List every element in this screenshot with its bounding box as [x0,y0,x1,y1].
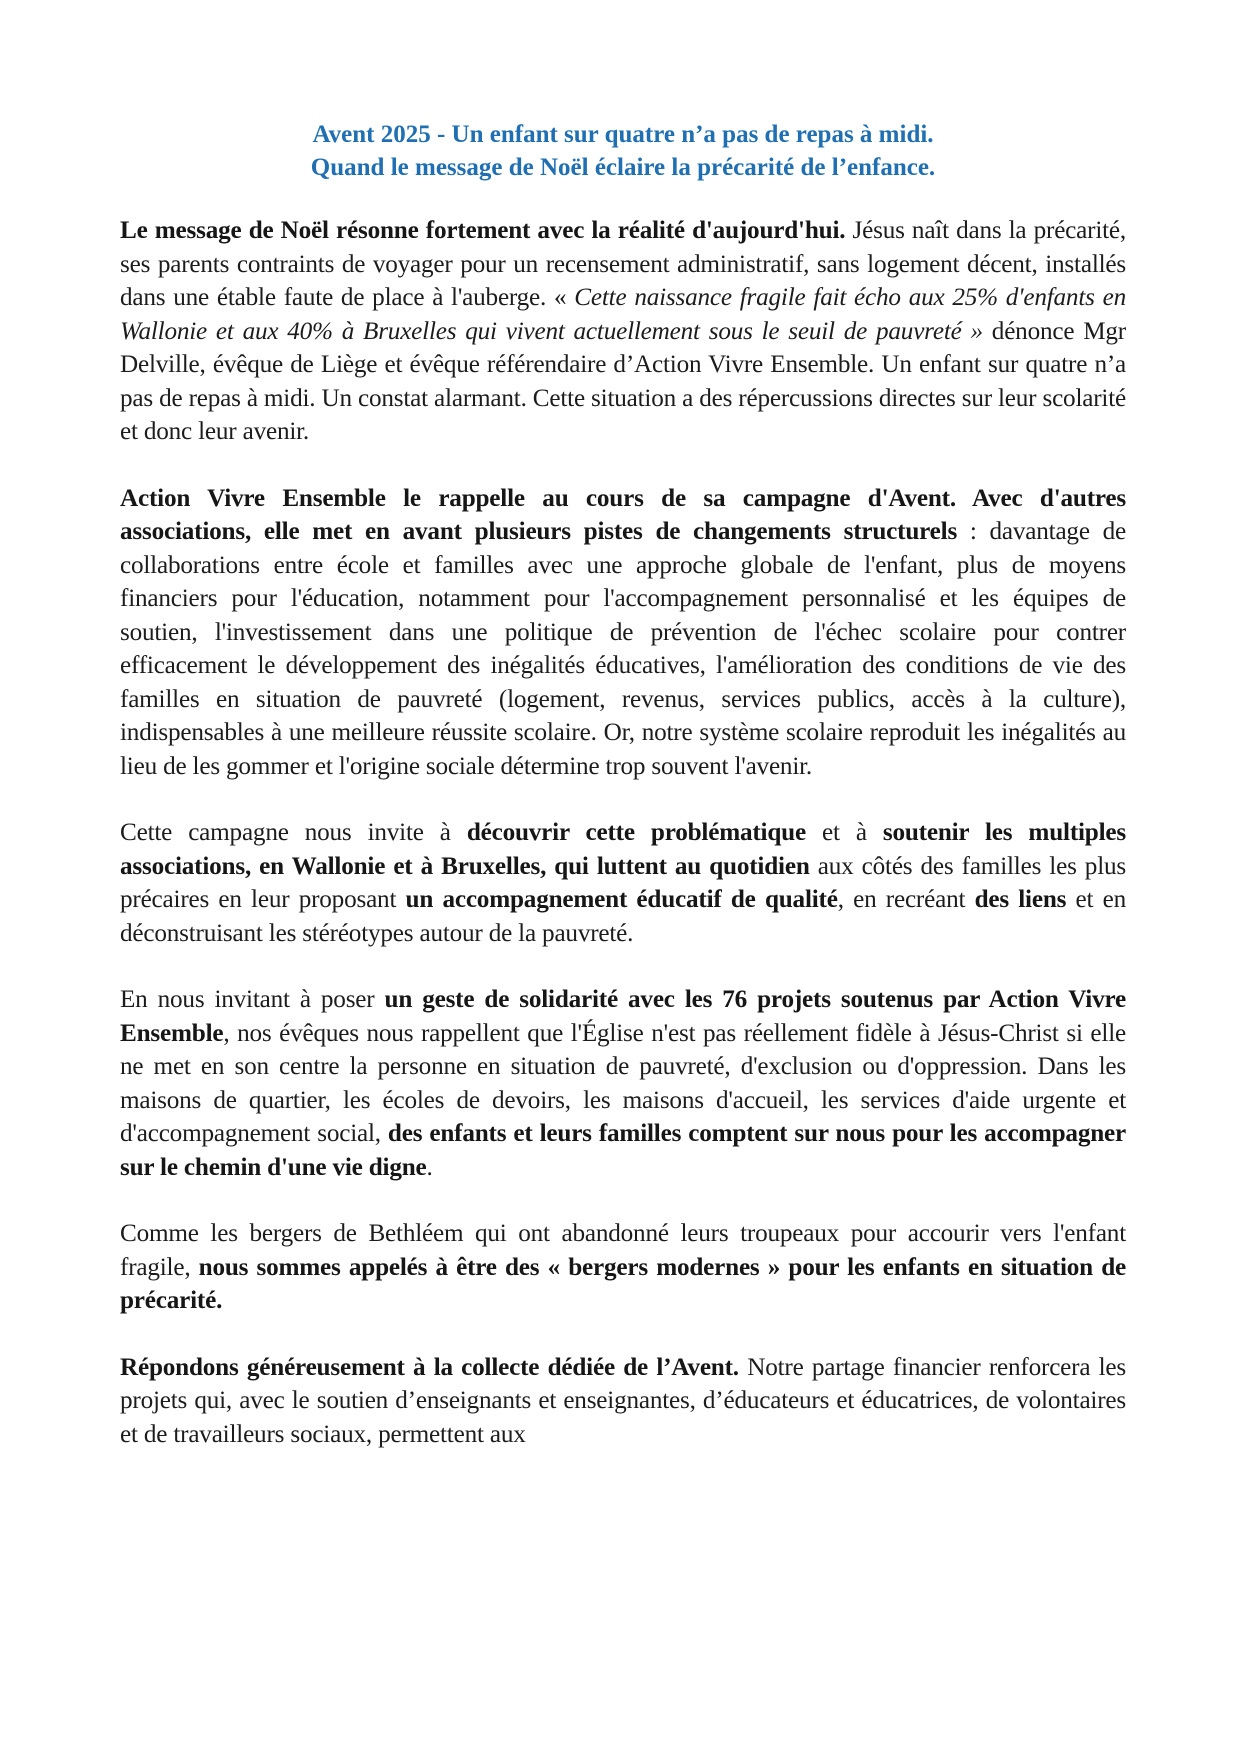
paragraph-campaign-invitation: Cette campagne nous invite à découvrir cette problématique et à soutenir les multiples associations, en Wallonie et à Bruxelles, qui luttent au quotidien aux côtés des familles les plus précaires en leur proposant un accompagnement éducatif de qualité, en recréant des liens et en déconstruisant les stéréotypes autour de la pauvreté. [120,819,1126,947]
document-page [120,118,1126,1484]
lead-sentence: Action Vivre Ensemble le rappelle au cours de sa campagne d'Avent. Avec d'autres associations, elle met en avant plusieurs pistes de changements structurels [120,484,1126,545]
paragraph-collection-appeal: Répondons généreusement à la collecte dédiée de l’Avent. Notre partage financier renforcera les projets qui, avec le soutien d’enseignants et enseignantes, d’éducateurs et éducatrices, de volontaires et de travailleurs sociaux, permettent aux [120,1353,1126,1448]
title-line-1: Avent 2025 - Un enfant sur quatre n’a pas de repas à midi. [312,121,934,148]
paragraph-shepherds: Comme les bergers de Bethléem qui ont abandonné leurs troupeaux pour accourir vers l'enfant fragile, nous sommes appelés à être des « bergers modernes » pour les enfants en situation de précarité. [120,1220,1126,1314]
paragraph-solidarity: En nous invitant à poser un geste de solidarité avec les 76 projets soutenus par Action Vivre Ensemble, nos évêques nous rappellent que l'Église n'est pas réellement fidèle à Jésus-Christ si elle ne met en son centre la personne en situation de pauvreté, d'exclusion ou d'oppression. Dans les maisons de quartier, les écoles de devoirs, les maisons d'accueil, les services d'aide urgente et d'accompagnement social, des enfants et leurs familles comptent sur nous pour les accompagner sur le chemin d'une vie digne. [120,986,1126,1181]
title-line-2: Quand le message de Noël éclaire la précarité de l’enfance. [310,154,936,181]
lead-sentence: Répondons généreusement à la collecte dédiée de l’Avent. [120,1353,739,1381]
paragraph-structural-changes: Action Vivre Ensemble le rappelle au cours de sa campagne d'Avent. Avec d'autres associations, elle met en avant plusieurs pistes de changements structurels : davantage de collaborations entre école et familles avec une approche globale de l'enfant, plus de moyens financiers pour l'éducation, notamment pour l'accompagnement personnalisé et les équipes de soutien, l'investissement dans une politique de prévention de l'échec scolaire pour contrer efficacement le développement des inégalités éducatives, l'amélioration des conditions de vie des familles en situation de pauvreté (logement, revenus, services publics, accès à la culture), indispensables à une meilleure réussite scolaire. Or, notre système scolaire reproduit les inégalités au lieu de les gommer et l'origine sociale détermine trop souvent l'avenir. [120,484,1126,780]
lead-sentence: Le message de Noël résonne fortement avec la réalité d'aujourd'hui. [120,217,846,244]
paragraph-christmas-message: Le message de Noël résonne fortement avec la réalité d'aujourd'hui. Jésus naît dans la précarité, ses parents contraints de voyager pour un recensement administratif, sans logement décent, installés dans une étable faute de place à l'auberge. « Cette naissance fragile fait écho aux 25% d'enfants en Wallonie et aux 40% à Bruxelles qui vivent actuellement sous le seuil de pauvreté » dénonce Mgr Delville, évêque de Liège et évêque référendaire d’Action Vivre Ensemble. Un enfant sur quatre n’a pas de repas à midi. Un constat alarmant. Cette situation a des répercussions directes sur leur scolarité et donc leur avenir. [120,217,1126,445]
document-title [120,118,1126,184]
quote: Cette naissance fragile fait écho aux 25% d'enfants en Wallonie et aux 40% à Bruxelles qui vivent actuellement sous le seuil de pauvreté [120,284,1126,345]
